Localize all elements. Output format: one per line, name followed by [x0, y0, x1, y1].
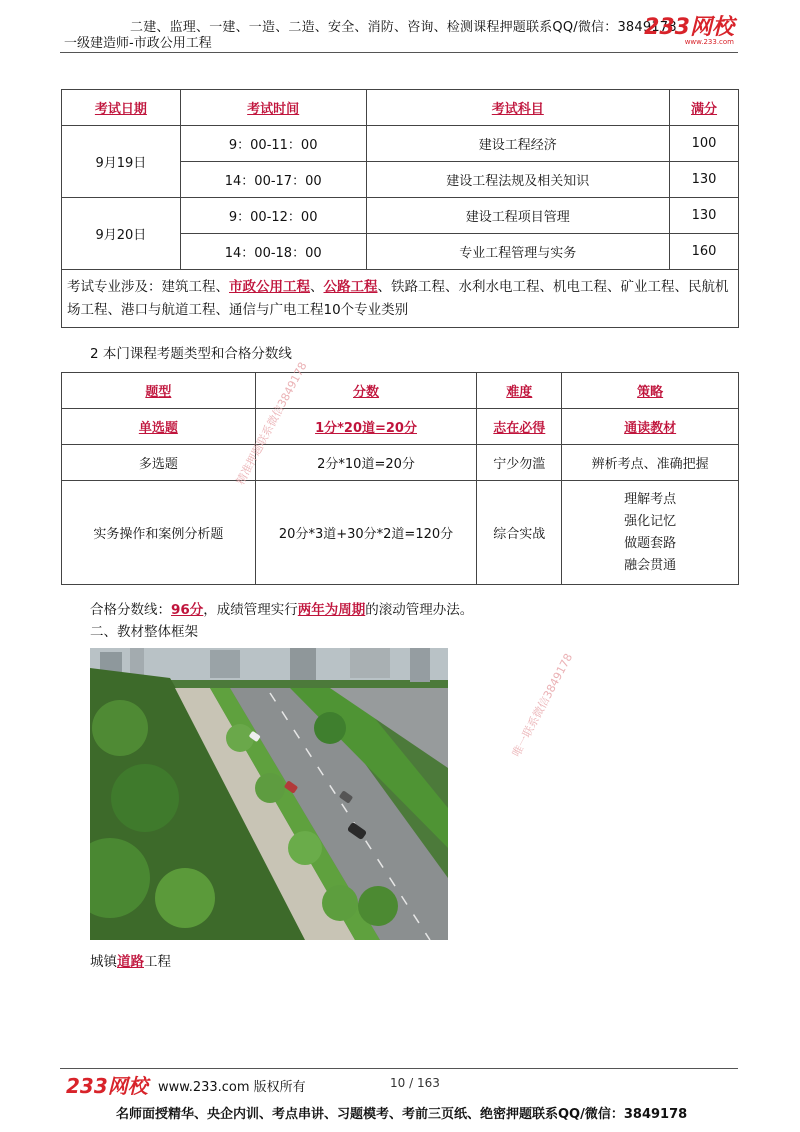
column-header: 考试科目: [366, 90, 670, 126]
difficulty-cell: 宁少勿滥: [477, 445, 562, 481]
exam-time-cell: 9：00-11：00: [180, 126, 366, 162]
section-heading: 2 本门课程考题类型和合格分数线: [90, 346, 292, 362]
score-cell: 2分*10道=20分: [255, 445, 477, 481]
header-contact-line: 二建、监理、一建、一造、二造、安全、消防、咨询、检测课程押题联系QQ/微信：3849178: [130, 20, 677, 35]
table-row: [62, 445, 739, 481]
difficulty-cell: 综合实战: [477, 481, 562, 585]
column-header: 分数: [255, 373, 477, 409]
exam-majors-note: 考试专业涉及：建筑工程、市政公用工程、公路工程、铁路工程、水利水电工程、机电工程、矿业工程、民航机场工程、港口与航道工程、通信与广电工程10个专业类别: [62, 270, 739, 328]
exam-date-cell: 9月20日: [62, 198, 181, 270]
score-cell: 1分*20道=20分: [255, 409, 477, 445]
table-row: [62, 481, 739, 585]
road-photo: [90, 648, 448, 940]
exam-subject-cell: 建设工程项目管理: [366, 198, 670, 234]
question-type-cell: 多选题: [62, 445, 256, 481]
difficulty-cell: 志在必得: [477, 409, 562, 445]
table-row: [62, 409, 739, 445]
table-header-row: [62, 90, 739, 126]
question-type-cell: 实务操作和案例分析题: [62, 481, 256, 585]
watermark-text: 精准押题联系微信3849178: [233, 359, 310, 488]
footer-logo[interactable]: 233网校: [66, 1074, 148, 1098]
exam-date-cell: 9月19日: [62, 126, 181, 198]
strategy-cell: 通读教材: [562, 409, 739, 445]
exam-time-cell: 9：00-12：00: [180, 198, 366, 234]
exam-schedule-table: [61, 89, 739, 328]
chapter-heading: 二、教材整体框架: [90, 624, 198, 640]
column-header: 难度: [477, 373, 562, 409]
strategy-line: 理解考点: [624, 491, 677, 507]
footer-contact-line: 名师面授精华、央企内训、考点串讲、习题模考、考前三页纸、绝密押题联系QQ/微信：3849178: [116, 1107, 688, 1122]
page-number: 10 / 163: [390, 1076, 440, 1090]
strategy-cell: [562, 481, 739, 585]
strategy-line: 强化记忆: [624, 513, 677, 529]
road-photo-illustration: [90, 648, 448, 940]
exam-time-cell: 14：00-17：00: [180, 162, 366, 198]
header-divider: [60, 52, 738, 53]
column-header: 策略: [562, 373, 739, 409]
strategy-line: 做题套路: [624, 535, 677, 551]
exam-subject-cell: 专业工程管理与实务: [366, 234, 670, 270]
question-type-cell: 单选题: [62, 409, 256, 445]
strategy-line: 融会贯通: [624, 557, 677, 573]
full-score-cell: 100: [670, 126, 739, 162]
header-course-title: 一级建造师-市政公用工程: [64, 36, 212, 51]
column-header: 题型: [62, 373, 256, 409]
footer-copyright[interactable]: www.233.com 版权所有: [158, 1080, 306, 1095]
question-types-table: [61, 372, 739, 585]
table-header-row: [62, 373, 739, 409]
exam-subject-cell: 建设工程经济: [366, 126, 670, 162]
brand-logo[interactable]: 233网校 www.233.com: [644, 15, 734, 46]
column-header: 考试日期: [62, 90, 181, 126]
photo-caption: 城镇道路工程: [90, 954, 171, 970]
full-score-cell: 130: [670, 198, 739, 234]
footer-divider: [60, 1068, 738, 1069]
pass-score-line: 合格分数线：96分，成绩管理实行两年为周期的滚动管理办法。: [90, 602, 474, 618]
full-score-cell: 160: [670, 234, 739, 270]
table-row: [62, 198, 739, 234]
watermark-text: 唯一联系微信3849178: [509, 651, 576, 760]
exam-subject-cell: 建设工程法规及相关知识: [366, 162, 670, 198]
exam-time-cell: 14：00-18：00: [180, 234, 366, 270]
column-header: 考试时间: [180, 90, 366, 126]
strategy-cell: 辨析考点、准确把握: [562, 445, 739, 481]
score-cell: 20分*3道+30分*2道=120分: [255, 481, 477, 585]
table-note-row: [62, 270, 739, 328]
column-header: 满分: [670, 90, 739, 126]
full-score-cell: 130: [670, 162, 739, 198]
table-row: [62, 126, 739, 162]
